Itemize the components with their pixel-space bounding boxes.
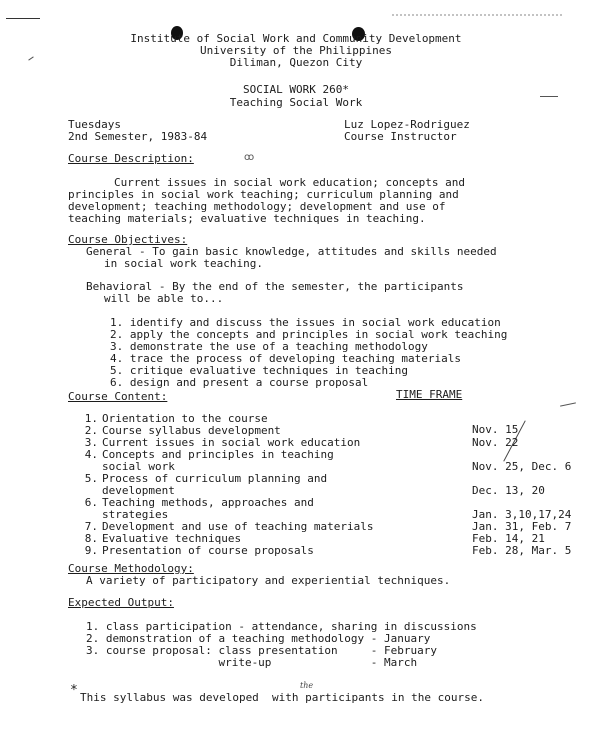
location: Diliman, Quezon City bbox=[229, 56, 363, 69]
content-item-5 bbox=[80, 473, 550, 497]
general-objective-line-1: General - To gain basic knowledge, attitudes and skills needed bbox=[86, 245, 497, 258]
content-item-6 bbox=[80, 496, 572, 521]
content-item-text: Process of curriculum planning and bbox=[102, 472, 328, 485]
semester: 2nd Semester, 1983-84 bbox=[68, 130, 208, 143]
content-item-text: Concepts and principles in teaching bbox=[102, 448, 334, 461]
behavioral-objective-line-1: Behavioral - By the end of the semester, the participants bbox=[86, 280, 464, 293]
content-item-text: Presentation of course proposals bbox=[102, 544, 314, 557]
description-line-4: teaching materials; evaluative techniques in teaching. bbox=[68, 212, 426, 225]
course-title: Teaching Social Work bbox=[229, 96, 363, 109]
description-line-1: Current issues in social work education; concepts and bbox=[114, 176, 465, 189]
handwritten-mark: ꝏ bbox=[244, 152, 255, 163]
content-item-time: Nov. 15 bbox=[472, 423, 519, 436]
timeframe-heading: TIME FRAME bbox=[396, 388, 463, 401]
scan-dash-right-2 bbox=[560, 402, 576, 406]
footnote-handwritten-insert: the bbox=[300, 681, 314, 690]
description-line-3: development; teaching methodology; development and use of bbox=[68, 200, 446, 213]
content-item-number: 8. bbox=[84, 532, 98, 545]
output-line-2: 2. demonstration of a teaching methodology - January bbox=[86, 632, 431, 645]
objectives-heading: Course Objectives: bbox=[68, 233, 188, 246]
methodology-text: A variety of participatory and experiential techniques. bbox=[86, 574, 451, 587]
instructor-name: Luz Lopez-Rodriguez bbox=[344, 118, 470, 131]
university-name: University of the Philippines bbox=[199, 44, 393, 57]
objective-item-5: 5. critique evaluative techniques in teaching bbox=[110, 364, 409, 377]
description-line-2: principles in social work teaching; curriculum planning and bbox=[68, 188, 459, 201]
content-item-text: Development and use of teaching materials bbox=[102, 520, 374, 533]
class-day: Tuesdays bbox=[68, 118, 121, 131]
content-item-number: 3. bbox=[84, 436, 98, 449]
content-item-number: 2. bbox=[84, 424, 98, 437]
content-item-number: 7. bbox=[84, 520, 98, 533]
course-code: SOCIAL WORK 260* bbox=[243, 83, 349, 96]
output-line-4: write-up - March bbox=[86, 656, 418, 669]
content-item-time: Feb. 28, Mar. 5 bbox=[472, 544, 572, 557]
content-item-number: 5. bbox=[84, 472, 98, 485]
methodology-heading: Course Methodology: bbox=[68, 562, 194, 575]
content-item-time: Feb. 14, 21 bbox=[472, 532, 545, 545]
content-item-time: Nov. 25, Dec. 6 bbox=[472, 460, 572, 473]
output-heading: Expected Output: bbox=[68, 596, 174, 609]
objective-item-4: 4. trace the process of developing teaching materials bbox=[110, 352, 461, 365]
objective-item-2: 2. apply the concepts and principles in social work teaching bbox=[110, 328, 508, 341]
content-item-text-cont: development bbox=[102, 484, 175, 497]
objective-item-3: 3. demonstrate the use of a teaching methodology bbox=[110, 340, 428, 353]
footnote-star: * bbox=[70, 683, 78, 698]
content-item-number: 1. bbox=[84, 412, 98, 425]
faint-stamp-topright bbox=[392, 14, 562, 32]
content-item-text: Orientation to the course bbox=[102, 412, 268, 425]
footnote-text: This syllabus was developed with participants in the course. bbox=[80, 691, 484, 704]
content-item-text: Evaluative techniques bbox=[102, 532, 242, 545]
content-item-time: Jan. 3,10,17,24 bbox=[472, 508, 572, 521]
content-item-9 bbox=[80, 544, 572, 557]
content-item-text-cont: strategies bbox=[102, 508, 169, 521]
content-item-text: Course syllabus development bbox=[102, 424, 281, 437]
content-item-time: Jan. 31, Feb. 7 bbox=[472, 520, 572, 533]
output-line-1: 1. class participation - attendance, sharing in discussions bbox=[86, 620, 477, 633]
output-line-3: 3. course proposal: class presentation - February bbox=[86, 644, 437, 657]
content-item-text-cont: social work bbox=[102, 460, 175, 473]
institute-name: Institute of Social Work and Community Development bbox=[130, 32, 462, 45]
behavioral-objective-line-2: will be able to... bbox=[104, 292, 224, 305]
content-item-number: 9. bbox=[84, 544, 98, 557]
instructor-role: Course Instructor bbox=[344, 130, 457, 143]
objective-item-1: 1. identify and discuss the issues in social work education bbox=[110, 316, 501, 329]
content-item-time: Nov. 22 bbox=[472, 436, 519, 449]
description-heading: Course Description: bbox=[68, 152, 194, 165]
content-item-number: 6. bbox=[84, 496, 98, 509]
content-item-text: Teaching methods, approaches and bbox=[102, 496, 314, 509]
content-item-text: Current issues in social work education bbox=[102, 436, 361, 449]
scan-dash-topleft bbox=[6, 18, 40, 19]
content-item-time: Dec. 13, 20 bbox=[472, 484, 545, 497]
content-item-4 bbox=[80, 448, 572, 473]
content-heading: Course Content: bbox=[68, 390, 168, 403]
objective-item-6: 6. design and present a course proposal bbox=[110, 376, 369, 389]
general-objective-line-2: in social work teaching. bbox=[104, 257, 263, 270]
content-item-number: 4. bbox=[84, 448, 98, 461]
